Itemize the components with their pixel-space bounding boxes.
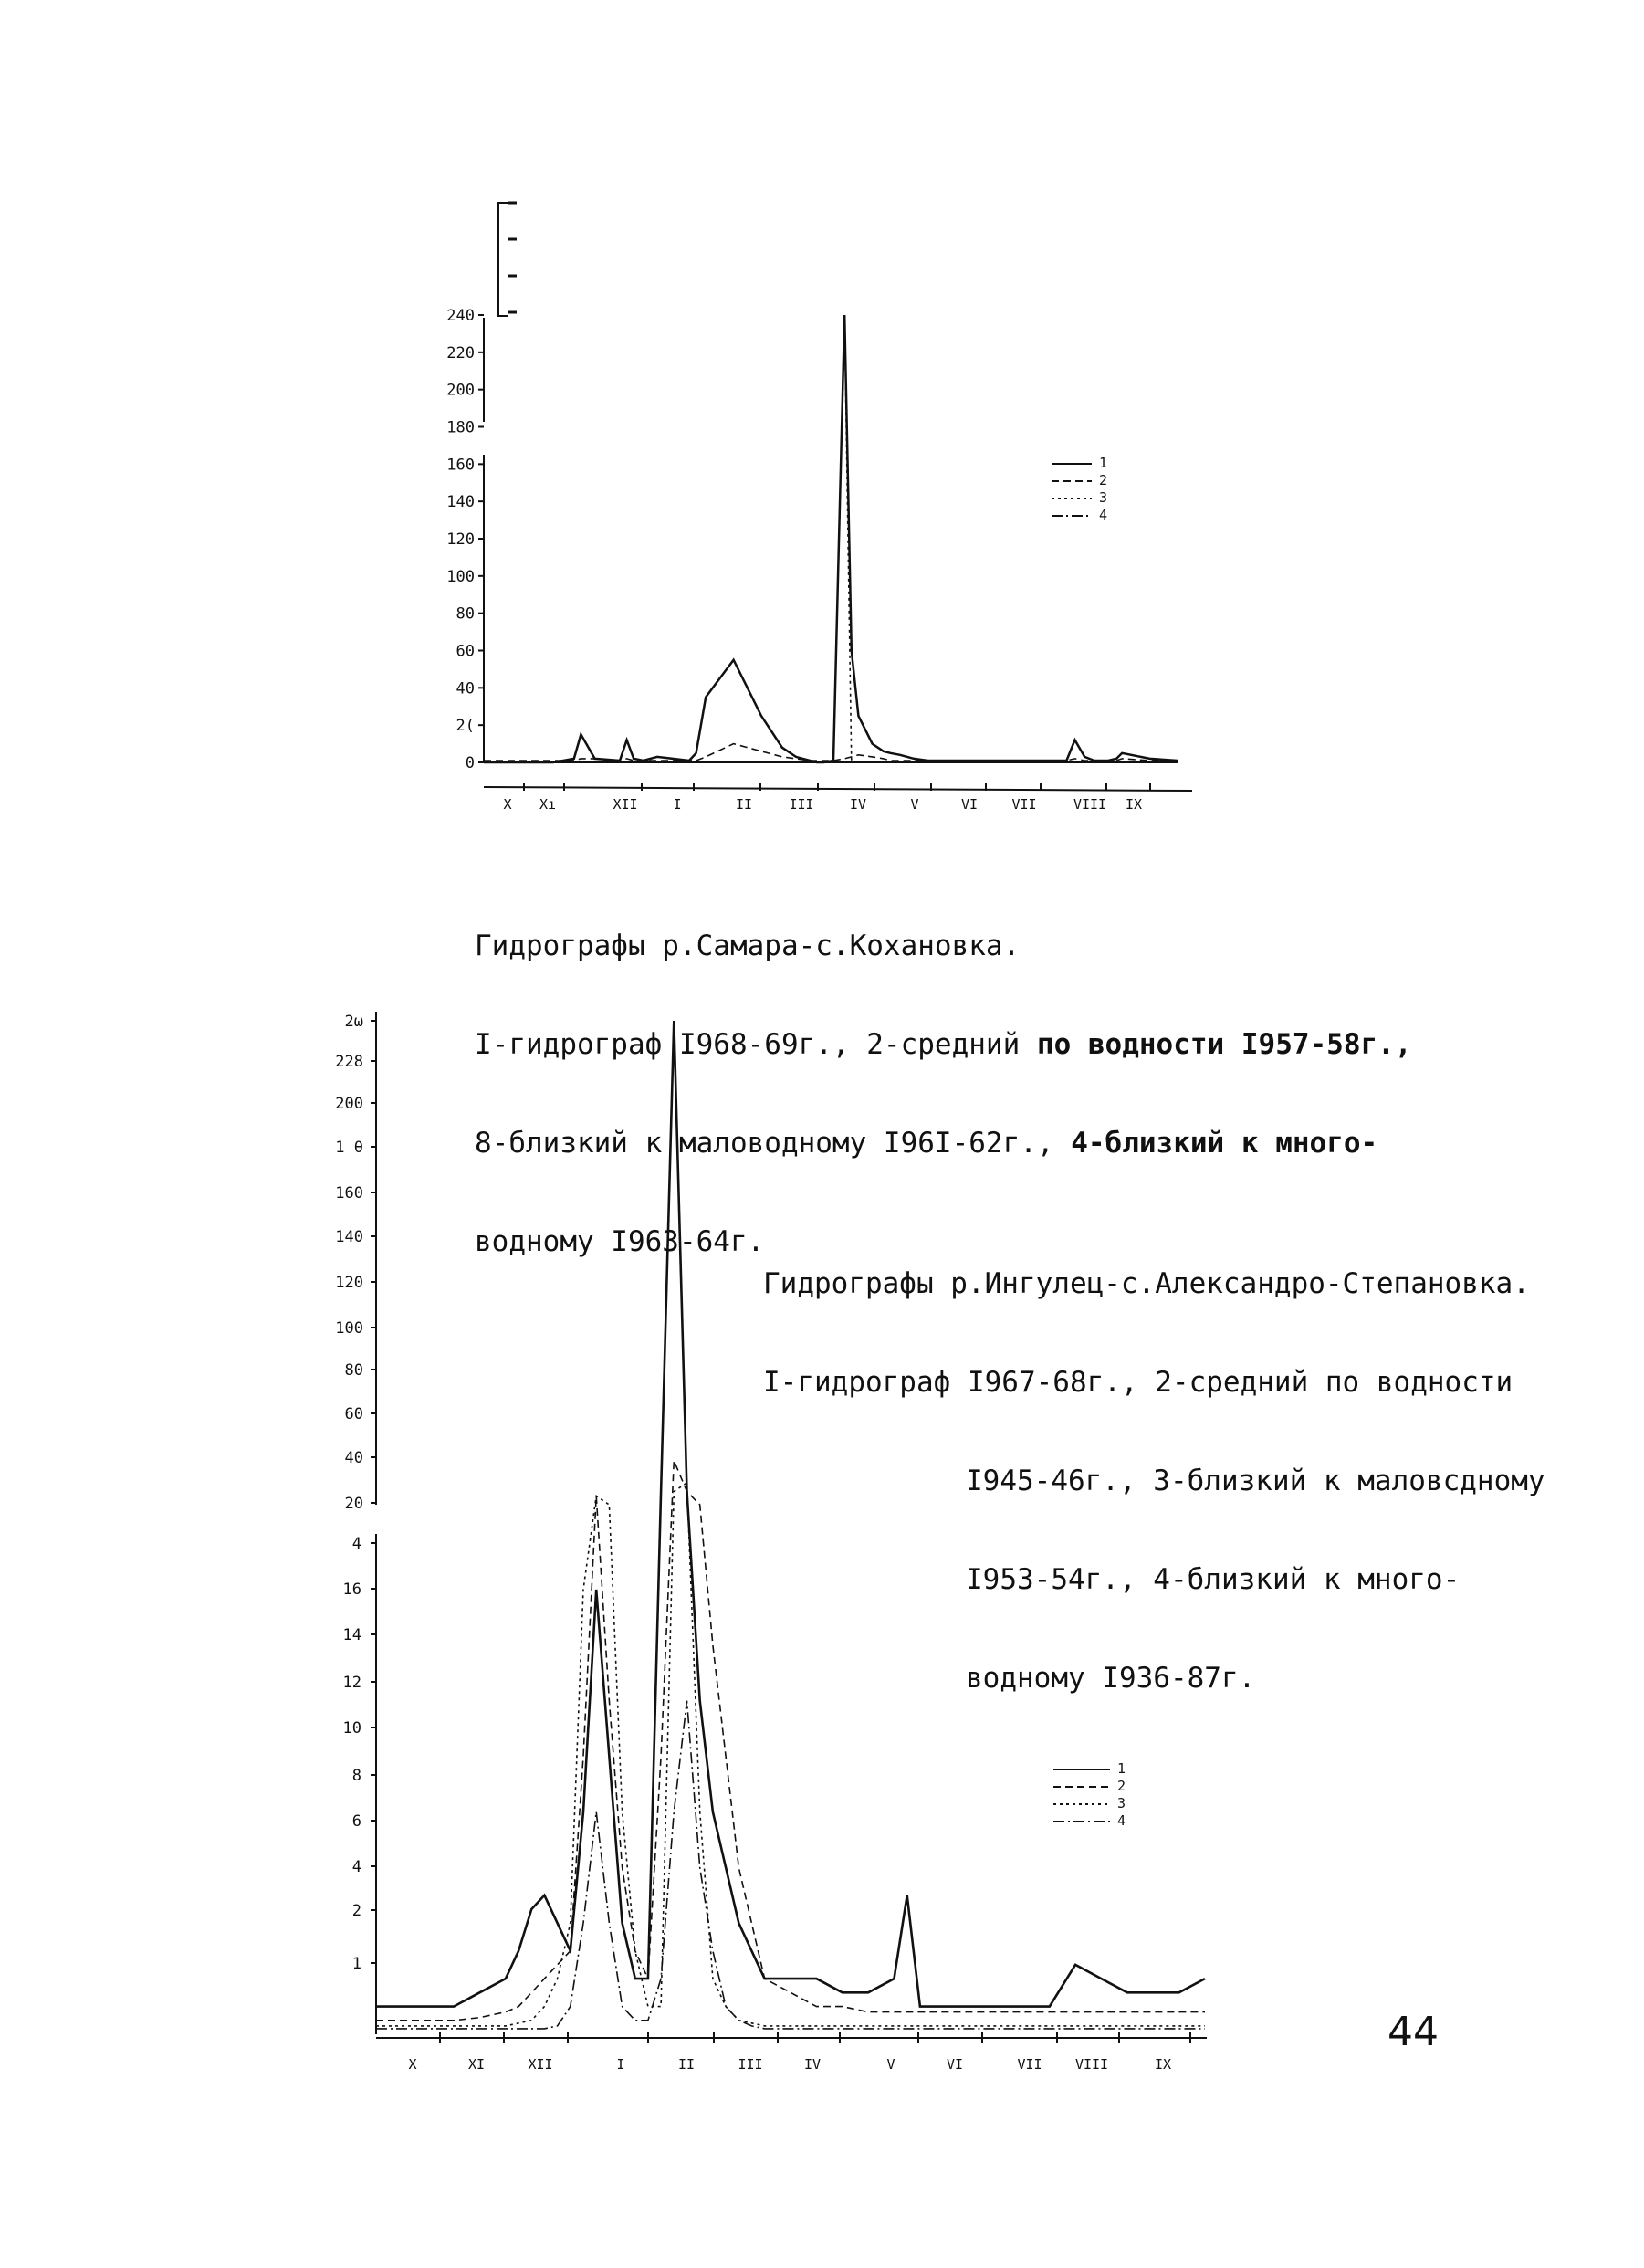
y-tick-label-0: 0 [465,754,475,772]
x-tick-label-9: VII [1011,796,1037,813]
x-tick-label-1: Xı [539,796,557,813]
y-tick-label-4: 80 [456,604,475,624]
y-upper-tick-label-7: 100 [335,1319,363,1338]
x-tick-label-10: VIII [1074,2056,1109,2073]
x-tick-label-9: VII [1017,2056,1042,2073]
y-tick-label-8: 160 [446,456,475,475]
legend-label-2: 2 [1117,1778,1126,1794]
y-upper-tick-label-1: 228 [335,1053,363,1071]
x-tick-label-5: III [789,796,814,813]
caption-ingulets [763,1202,1545,1727]
legend-label-3: 3 [1099,489,1108,506]
y-tick-label-9: 180 [446,418,475,437]
series-line-3 [484,315,1178,762]
legend-label-2: 2 [1099,472,1108,488]
y-upper-tick-label-10: 40 [344,1449,363,1467]
y-lower-tick-label-9: 1 [351,1955,361,1973]
x-tick-label-10: VIII [1073,796,1107,813]
y-lower-tick-label-7: 4 [351,1858,361,1876]
y-lower-tick-label-3: 12 [342,1674,361,1692]
y-tick-label-11: 220 [446,343,475,362]
legend-label-1: 1 [1117,1760,1126,1777]
caption-samara-line1 [475,1028,1412,1061]
x-tick-label-7: V [886,2056,895,2073]
y-lower-tick-label-6: 6 [351,1812,361,1831]
caption-samara-line1b: по водности I957-58г., [1036,1028,1412,1061]
x-tick-label-0: X [408,2056,417,2073]
y-tick-label-10: 200 [446,381,475,400]
caption-ingulets-line2: I945-46г., 3-близкий к маловсдному [966,1465,1545,1497]
y-upper-tick-label-2: 200 [335,1095,363,1113]
x-tick-label-5: III [738,2056,763,2073]
y-upper-tick-label-11: 20 [344,1495,363,1513]
x-tick-label-1: XI [467,2056,486,2073]
legend-label-4: 4 [1117,1812,1126,1829]
y-tick-label-3: 60 [456,642,475,661]
y-lower-tick-label-8: 2 [351,1902,361,1920]
x-tick-label-2: XII [613,796,638,813]
legend-label-1: 1 [1099,455,1108,471]
y-upper-tick-label-4: 160 [335,1184,363,1202]
x-tick-label-8: VI [946,2056,964,2073]
y-lower-tick-label-0: 4 [351,1535,361,1553]
caption-samara-line2 [475,1127,1412,1160]
legend-label-4: 4 [1099,507,1108,523]
x-tick-label-4: II [735,796,753,813]
y-upper-tick-label-9: 60 [344,1405,363,1423]
chart-samara [446,203,1192,813]
legend-label-3: 3 [1117,1795,1126,1811]
caption-samara-line2a: 8-близкий к маловодному I96I-62г., [475,1127,1072,1160]
y-axis-break-bracket [498,203,508,316]
y-tick-label-7: 140 [446,493,475,512]
caption-samara-line3: водному I963-64г. [475,1225,765,1258]
y-tick-label-2: 40 [456,679,475,698]
x-tick-label-6: IV [803,2056,822,2073]
x-axis-month-scale [484,787,1192,791]
x-tick-label-7: V [910,796,919,813]
x-tick-label-0: X [503,796,512,813]
x-tick-label-11: IX [1154,2056,1172,2073]
x-tick-label-3: I [616,2056,625,2073]
y-tick-label-12: 240 [446,307,475,325]
caption-ingulets-line3: I953-54г., 4-близкий к много- [966,1563,1461,1596]
y-lower-tick-label-5: 8 [351,1767,361,1785]
y-lower-tick-label-4: 10 [342,1719,361,1738]
y-upper-tick-label-3: 1 θ [335,1139,363,1157]
x-tick-label-2: XII [528,2056,553,2073]
caption-ingulets-title: Гидрографы р.Ингулец-с.Александро-Степановка. [763,1267,1530,1300]
x-tick-label-6: IV [849,796,867,813]
x-tick-label-8: VI [960,796,979,813]
series-line-1 [484,315,1178,762]
caption-ingulets-line1: I-гидрограф I967-68г., 2-средний по водности [763,1366,1513,1399]
y-lower-tick-label-2: 14 [342,1626,361,1644]
x-tick-label-3: I [673,796,682,813]
y-tick-label-1: 2( [456,717,475,736]
x-tick-label-11: IX [1125,796,1143,813]
caption-samara-line2b: 4-близкий к много- [1071,1127,1378,1160]
y-lower-tick-label-1: 16 [342,1580,361,1599]
y-upper-tick-label-8: 80 [344,1361,363,1380]
caption-ingulets-line4: водному I936-87г. [966,1662,1256,1695]
caption-samara-title: Гидрографы р.Самара-с.Кохановка. [475,929,1021,962]
y-tick-label-6: 120 [446,530,475,549]
y-upper-tick-label-6: 120 [335,1274,363,1292]
y-upper-tick-label-0: 2ω [344,1013,363,1031]
page-number: 44 [1387,2009,1439,2055]
y-upper-tick-label-5: 140 [335,1228,363,1246]
caption-samara-line1a: I-гидрограф I968-69г., 2-средний [475,1028,1037,1061]
y-tick-label-5: 100 [446,567,475,586]
x-tick-label-4: II [677,2056,696,2073]
